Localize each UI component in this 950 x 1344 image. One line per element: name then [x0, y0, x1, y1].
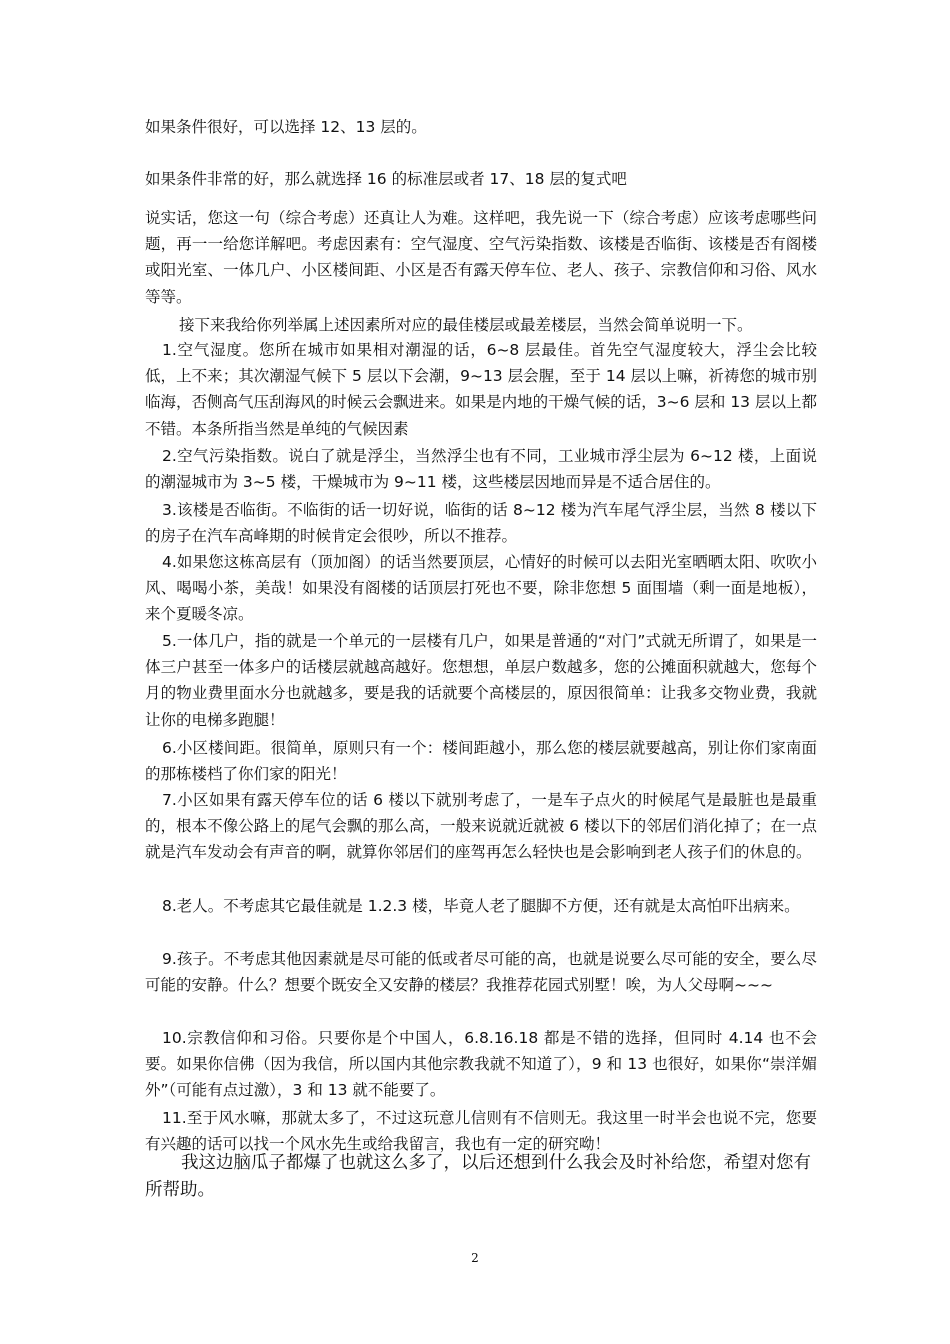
list-item: 2.空气污染指数。说白了就是浮尘，当然浮尘也有不同，工业城市浮尘层为 6~12 楼，上面说的潮湿城市为 3~5 楼，干燥城市为 9~11 楼，这些楼层因地而异是不适合居住的。 [145, 447, 817, 492]
list-item: 4.如果您这栋高层有（顶加阁）的话当然要顶层，心情好的时候可以去阳光室晒晒太阳、吹吹小风、喝喝小茶，美哉！如果没有阁楼的话顶层打死也不要，除非您想 5 面围墙（剩一面是地板），来个夏暖冬凉。 [145, 553, 817, 624]
list-item: 11.至于风水嘛，那就太多了，不过这玩意儿信则有不信则无。我这里一时半会也说不完，您要有兴趣的话可以找一个风水先生或给我留言，我也有一定的研究呦！ [145, 1109, 817, 1154]
list-item: 10.宗教信仰和习俗。只要你是个中国人，6.8.16.18 都是不错的选择，但同时 4.14 也不会要。如果你信佛（因为我信，所以国内其他宗教我就不知道了），9 和 13 也很好，如果你“崇洋媚外”（可能有点过激），3 和 13 就不能要了。 [145, 1029, 817, 1100]
list-item: 3.该楼是否临街。不临街的话一切好说，临街的话 8~12 楼为汽车尾气浮尘层，当然 8 楼以下的房子在汽车高峰期的时候肯定会很吵，所以不推荐。 [145, 501, 817, 546]
list-item: 8.老人。不考虑其它最佳就是 1.2.3 楼，毕竟人老了腿脚不方便，还有就是太高怕吓出病来。 [162, 897, 800, 915]
page-number: 2 [471, 1251, 479, 1265]
list-item: 6.小区楼间距。很简单，原则只有一个：楼间距越小，那么您的楼层就要越高，别让你们家南面的那栋楼档了你们家的阳光！ [145, 739, 817, 784]
next-paragraph: 接下来我给你列举属上述因素所对应的最佳楼层或最差楼层，当然会简单说明一下。 [179, 316, 753, 334]
list-item: 1.空气湿度。您所在城市如果相对潮湿的话，6~8 层最佳。首先空气湿度较大，浮尘会比较低，上不来；其次潮湿气候下 5 层以下会潮，9~13 层会腥，至于 14 层以上嘛，祈祷您的城市别临海，否侧高气压刮海风的时候云会飘进来。如果是内地的干燥气候的话，3~6 层和 13 层以上都不错。本条所指当然是单纯的气候因素 [145, 341, 817, 438]
list-item: 9.孩子。不考虑其他因素就是尽可能的低或者尽可能的高，也就是说要么尽可能的安全，要么尽可能的安静。什么？想要个既安全又安静的楼层？我推荐花园式别墅！唉，为人父母啊~~~ [145, 950, 817, 995]
intro-line-2: 如果条件非常的好，那么就选择 16 的标准层或者 17、18 层的复式吧 [145, 170, 627, 188]
list-item: 7.小区如果有露天停车位的话 6 楼以下就别考虑了，一是车子点火的时候尾气是最脏也是最重的，根本不像公路上的尾气会飘的那么高，一般来说就近就被 6 楼以下的邻居们消化掉了；在一点就是汽车发动会有声音的啊，就算你邻居们的座驾再怎么轻快也是会影响到老人孩子们的休息的。 [145, 791, 817, 862]
list-item: 5.一体几户，指的就是一个单元的一层楼有几户，如果是普通的“对门”式就无所谓了，如果是一体三户甚至一体多户的话楼层就越高越好。您想想，单层户数越多，您的公摊面积就越大，您每个月的物业费里面水分也就越多，要是我的话就要个高楼层的，原因很简单：让我多交物业费，我就让你的电梯多跑腿！ [145, 632, 817, 729]
closing-paragraph: 我这边脑瓜子都爆了也就这么多了，以后还想到什么我会及时补给您，希望对您有所帮助。 [145, 1153, 811, 1200]
explanation-paragraph: 说实话，您这一句（综合考虑）还真让人为难。这样吧，我先说一下（综合考虑）应该考虑哪些问题，再一一给您详解吧。考虑因素有：空气湿度、空气污染指数、该楼是否临街、该楼是否有阁楼或阳光室、一体几户、小区楼间距、小区是否有露天停车位、老人、孩子、宗教信仰和习俗、风水等等。 [145, 209, 817, 306]
intro-line-1: 如果条件很好，可以选择 12、13 层的。 [145, 118, 427, 136]
